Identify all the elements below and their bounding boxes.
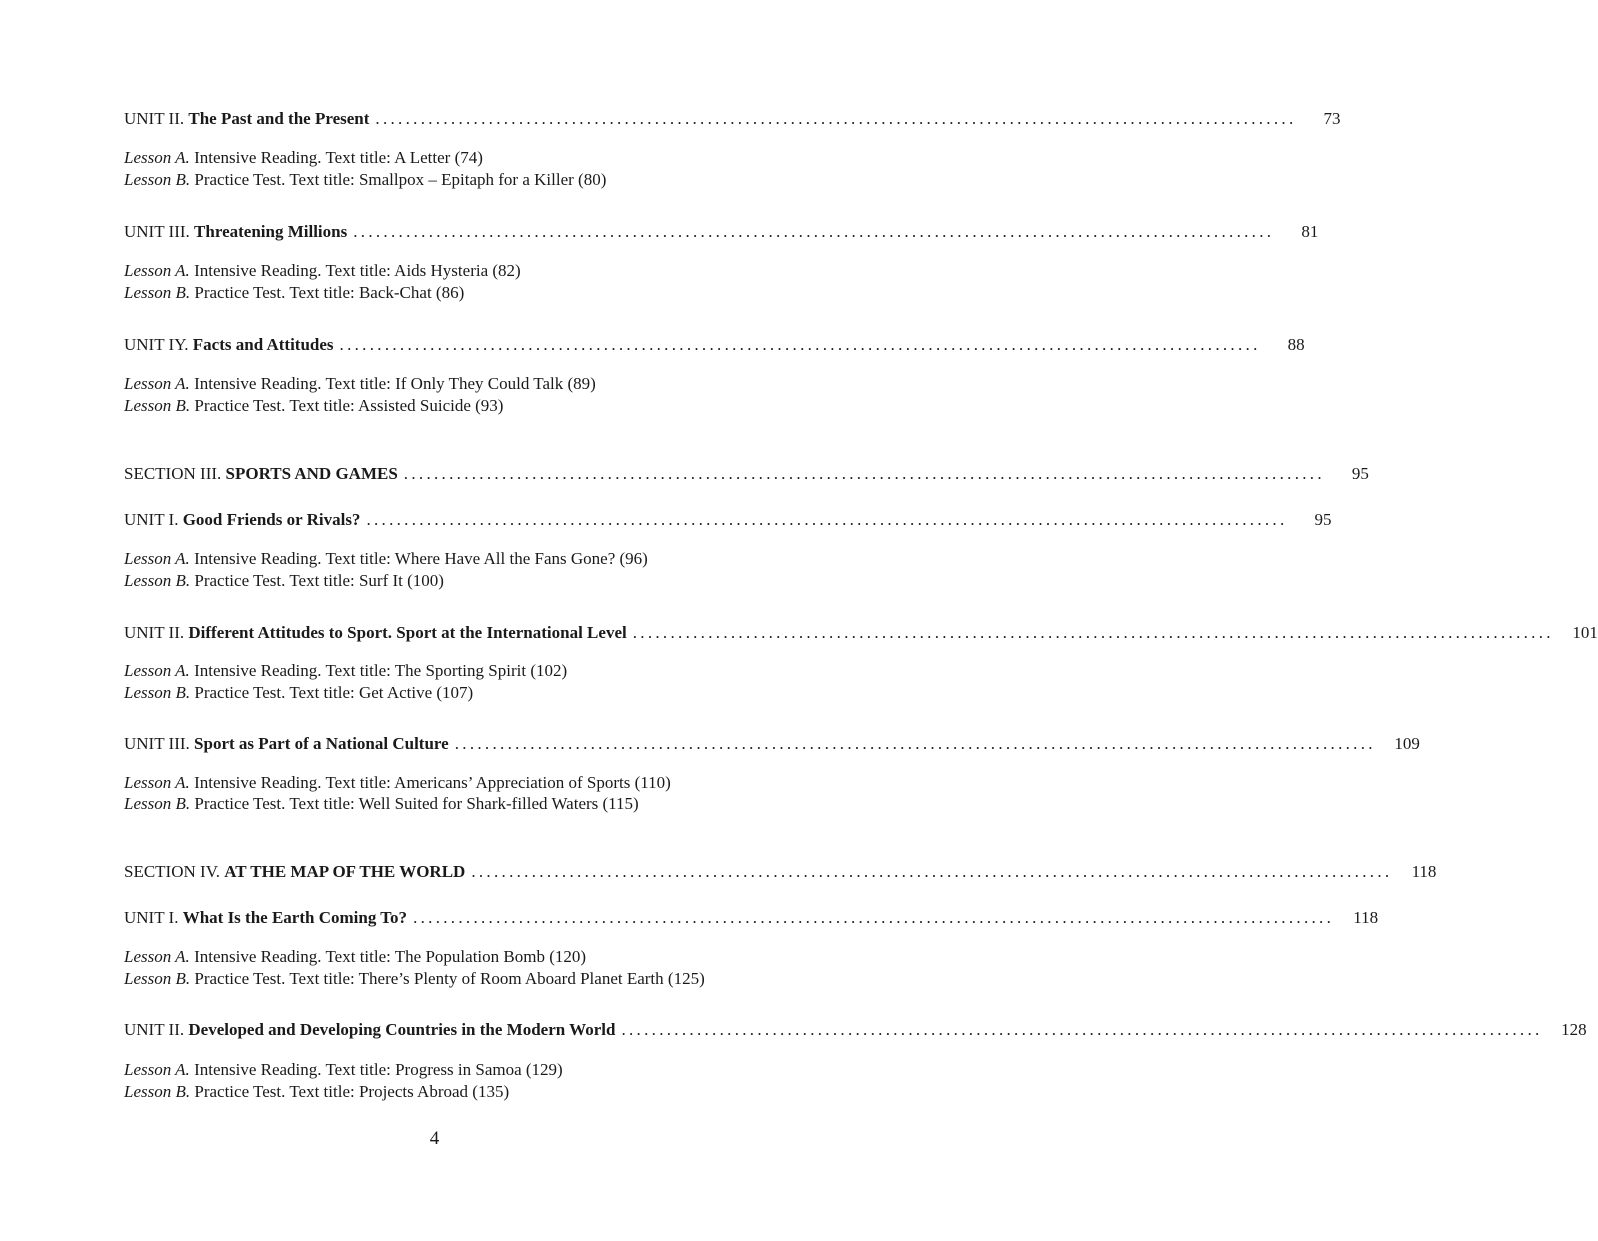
toc-title: SPORTS AND GAMES <box>225 464 398 483</box>
toc-entry <box>124 509 1332 531</box>
lesson-label: Lesson A. <box>124 148 190 167</box>
lesson-text: Practice Test. Text title: Back-Chat (86) <box>194 283 465 302</box>
toc-entry <box>124 221 1319 243</box>
lesson-text: Intensive Reading. Text title: Americans’ Appreciation of Sports (110) <box>194 773 671 792</box>
lesson-entry <box>124 282 791 304</box>
lesson-label: Lesson B. <box>124 170 191 189</box>
lesson-entry <box>124 682 791 704</box>
toc-title: Facts and Attitudes <box>192 335 334 354</box>
toc-entry <box>124 334 1305 356</box>
leader-dots: .......................................................................................................................... <box>375 109 1297 128</box>
toc-page-number: 118 <box>1411 862 1437 881</box>
lesson-entry <box>124 260 791 282</box>
leader-dots: .......................................................................................................................... <box>413 908 1335 927</box>
lesson-text: Practice Test. Text title: There’s Plenty of Room Aboard Planet Earth (125) <box>194 969 705 988</box>
lesson-text: Intensive Reading. Text title: Progress in Samoa (129) <box>194 1060 563 1079</box>
lesson-entry <box>124 169 791 191</box>
toc-prefix: SECTION III. <box>124 464 222 483</box>
toc-prefix: SECTION IV. <box>124 862 221 881</box>
lesson-label: Lesson B. <box>124 571 191 590</box>
lesson-label: Lesson A. <box>124 661 190 680</box>
toc-title: What Is the Earth Coming To? <box>182 908 408 927</box>
leader-dots: .......................................................................................................................... <box>353 222 1275 241</box>
toc-title: Different Attitudes to Sport. Sport at the International Level <box>188 623 627 642</box>
lesson-label: Lesson A. <box>124 773 190 792</box>
toc-title: AT THE MAP OF THE WORLD <box>224 862 466 881</box>
lesson-entry <box>124 395 791 417</box>
lesson-entry <box>124 793 791 815</box>
lesson-label: Lesson A. <box>124 947 190 966</box>
lesson-text: Practice Test. Text title: Smallpox – Epitaph for a Killer (80) <box>194 170 607 189</box>
lesson-label: Lesson B. <box>124 969 191 988</box>
lesson-label: Lesson A. <box>124 549 190 568</box>
toc-title: Developed and Developing Countries in the Modern World <box>188 1020 616 1039</box>
toc-prefix: UNIT I. <box>124 510 179 529</box>
toc-page-number: 109 <box>1394 734 1420 753</box>
toc-prefix: UNIT II. <box>124 1020 185 1039</box>
leader-dots: .......................................................................................................................... <box>632 623 1554 642</box>
lesson-text: Practice Test. Text title: Get Active (107) <box>194 683 474 702</box>
toc-page-number: 81 <box>1301 222 1319 241</box>
lesson-label: Lesson B. <box>124 396 191 415</box>
lesson-label: Lesson B. <box>124 283 191 302</box>
lesson-text: Intensive Reading. Text title: A Letter (74) <box>194 148 483 167</box>
leader-dots: .......................................................................................................................... <box>621 1020 1543 1039</box>
lesson-text: Practice Test. Text title: Well Suited for Shark-filled Waters (115) <box>194 794 639 813</box>
toc-page-number: 88 <box>1287 335 1305 354</box>
lesson-text: Intensive Reading. Text title: If Only They Could Talk (89) <box>194 374 596 393</box>
lesson-label: Lesson A. <box>124 374 190 393</box>
lesson-text: Intensive Reading. Text title: Aids Hysteria (82) <box>194 261 521 280</box>
toc-page-number: 118 <box>1353 908 1379 927</box>
leader-dots: .......................................................................................................................... <box>471 862 1393 881</box>
lesson-entry <box>124 147 791 169</box>
lesson-label: Lesson A. <box>124 261 190 280</box>
lesson-entry <box>124 968 791 990</box>
toc-entry <box>124 733 1420 755</box>
lesson-text: Practice Test. Text title: Projects Abroad (135) <box>194 1082 510 1101</box>
lesson-entry <box>124 660 791 682</box>
toc-page-number: 95 <box>1314 510 1332 529</box>
toc-page-number: 73 <box>1323 109 1341 128</box>
leader-dots: .......................................................................................................................... <box>366 510 1288 529</box>
toc-title: Sport as Part of a National Culture <box>194 734 449 753</box>
lesson-entry <box>124 946 791 968</box>
lesson-entry <box>124 1059 791 1081</box>
leader-dots: .......................................................................................................................... <box>339 335 1261 354</box>
lesson-text: Intensive Reading. Text title: The Sporting Spirit (102) <box>194 661 568 680</box>
lesson-label: Lesson B. <box>124 683 191 702</box>
lesson-entry <box>124 373 791 395</box>
lesson-label: Lesson A. <box>124 1060 190 1079</box>
toc-title: Threatening Millions <box>194 222 348 241</box>
toc-page-number: 128 <box>1561 1020 1587 1039</box>
toc-prefix: UNIT III. <box>124 222 190 241</box>
leader-dots: .......................................................................................................................... <box>454 734 1376 753</box>
toc-prefix: UNIT II. <box>124 623 185 642</box>
lesson-entry <box>124 1081 791 1103</box>
toc-entry <box>124 1019 1587 1041</box>
lesson-label: Lesson B. <box>124 794 191 813</box>
lesson-text: Practice Test. Text title: Assisted Suicide (93) <box>194 396 504 415</box>
lesson-entry <box>124 548 791 570</box>
toc-prefix: UNIT IY. <box>124 335 189 354</box>
lesson-text: Practice Test. Text title: Surf It (100) <box>194 571 444 590</box>
toc-title: The Past and the Present <box>188 109 370 128</box>
page-number: 4 <box>429 1128 440 1149</box>
lesson-entry <box>124 570 791 592</box>
toc-page-number: 95 <box>1351 464 1369 483</box>
toc-prefix: UNIT I. <box>124 908 179 927</box>
toc-entry <box>124 622 1598 644</box>
lesson-entry <box>124 772 791 794</box>
leader-dots: .......................................................................................................................... <box>403 464 1325 483</box>
lesson-text: Intensive Reading. Text title: Where Have All the Fans Gone? (96) <box>194 549 648 568</box>
toc-section-entry <box>124 861 1437 883</box>
toc-entry <box>124 108 1341 130</box>
toc-prefix: UNIT II. <box>124 109 185 128</box>
toc-page-number: 101 <box>1572 623 1598 642</box>
toc-title: Good Friends or Rivals? <box>182 510 361 529</box>
toc-entry <box>124 907 1379 929</box>
lesson-label: Lesson B. <box>124 1082 191 1101</box>
toc-section-entry <box>124 463 1369 485</box>
lesson-text: Intensive Reading. Text title: The Population Bomb (120) <box>194 947 587 966</box>
toc-prefix: UNIT III. <box>124 734 190 753</box>
